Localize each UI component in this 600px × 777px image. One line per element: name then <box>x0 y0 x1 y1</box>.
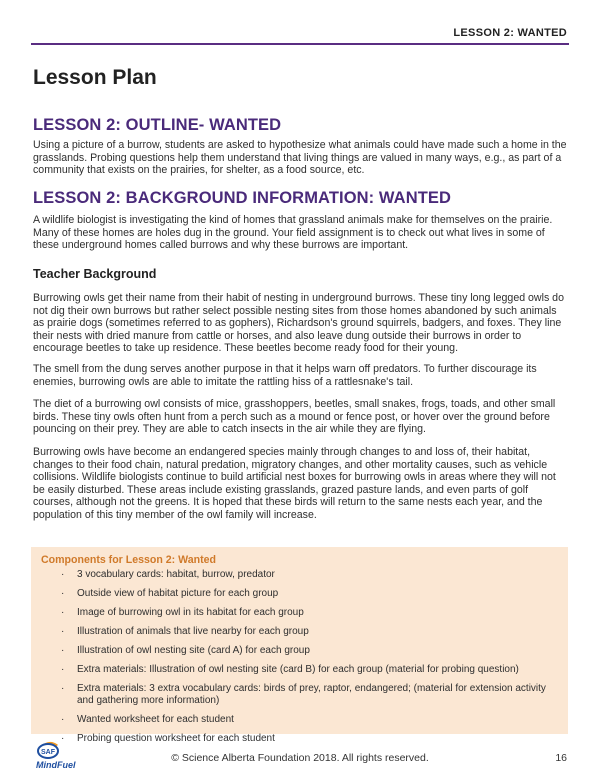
list-item <box>61 607 556 619</box>
outline-heading: LESSON 2: OUTLINE- WANTED <box>33 116 282 134</box>
teacher-background-heading: Teacher Background <box>33 267 157 281</box>
components-list <box>61 569 556 752</box>
bullet-icon: · <box>61 733 65 744</box>
list-item-text: Image of burrowing owl in its habitat for each group <box>77 607 304 618</box>
page-number: 16 <box>555 752 567 764</box>
list-item <box>61 569 556 581</box>
list-item-text: 3 vocabulary cards: habitat, burrow, predator <box>77 569 275 580</box>
mindfuel-logo-text: MindFuel <box>36 760 76 770</box>
teacher-background-paragraph: Burrowing owls get their name from their habit of nesting in underground burrows. These tiny long legged owls do not dig their own burrows but rather select possible nesting sites from those homes abandoned by such animals as prairie dogs (sometimes referred to as gophers), Richardson's ground squirrels, badgers, and foxes. They line their nests with dried manure from cattle or horses, and also leave dung outside their burrows in order to encourage beetles to take up residence. These beetles become ready food for their young. <box>33 292 564 355</box>
components-title: Components for Lesson 2: Wanted <box>41 554 216 566</box>
background-section <box>33 189 570 252</box>
list-item <box>61 626 556 638</box>
teacher-background-paragraph: Burrowing owls have become an endangered species mainly through changes to and loss of, their habitat, changes to their food chain, natural predation, migratory changes, and other mortality causes, such as vehicle collisions. Wildlife biologists continue to build artificial nest boxes for burrowing owls in areas where they will not be easily disturbed. These areas include existing grasslands, grazed pasture lands, and even parts of golf courses, although not the greens. It is hoped that these birds will return to the same nests each year, and the population of this tiny member of the owl family will increase. <box>33 445 556 521</box>
outline-text: Using a picture of a burrow, students are asked to hypothesize what animals could have made such a home in the grasslands. Probing questions help them understand that living things are valued in many ways, e.g., as part of a community that exists on the prairies, for shelter, as a food source, etc. <box>33 139 567 177</box>
list-item-text: Probing question worksheet for each student <box>77 733 275 744</box>
copyright: © Science Alberta Foundation 2018. All rights reserved. <box>171 752 429 764</box>
bullet-icon: · <box>61 607 65 618</box>
list-item-text: Extra materials: 3 extra vocabulary cards: birds of prey, raptor, endangered; (material for extension activity and gathering more information) <box>77 683 546 706</box>
list-item <box>61 714 556 726</box>
list-item-text: Outside view of habitat picture for each group <box>77 588 279 599</box>
outline-section <box>33 116 570 177</box>
bullet-icon: · <box>61 664 65 675</box>
list-item <box>61 664 556 676</box>
bullet-icon: · <box>61 626 65 637</box>
list-item-text: Wanted worksheet for each student <box>77 714 234 725</box>
logo-badge: SAF <box>41 749 55 756</box>
bullet-icon: · <box>61 714 65 725</box>
header-divider <box>31 43 569 45</box>
list-item-text: Illustration of animals that live nearby for each group <box>77 626 309 637</box>
bullet-icon: · <box>61 588 65 599</box>
list-item <box>61 588 556 600</box>
list-item <box>61 683 556 707</box>
list-item <box>61 645 556 657</box>
list-item-text: Illustration of owl nesting site (card A) for each group <box>77 645 310 656</box>
bullet-icon: · <box>61 569 65 580</box>
lesson-label: LESSON 2: WANTED <box>453 27 567 39</box>
teacher-background-paragraph: The smell from the dung serves another purpose in that it helps warn off predators. To further discourage its enemies, burrowing owls are able to imitate the rattling hiss of a rattlesnake's tail. <box>33 362 537 388</box>
background-text: A wildlife biologist is investigating the kind of homes that grassland animals make for themselves on the prairie. Many of these homes are holes dug in the ground. Your field assignment is to check out what lives in some of these underground homes called burrows and why these burrows are important. <box>33 214 553 252</box>
bullet-icon: · <box>61 645 65 656</box>
components-box <box>31 547 568 744</box>
background-heading: LESSON 2: BACKGROUND INFORMATION: WANTED <box>33 189 452 207</box>
teacher-background-section <box>33 267 570 522</box>
bullet-icon: · <box>61 683 65 694</box>
teacher-background-paragraph: The diet of a burrowing owl consists of mice, grasshoppers, beetles, small snakes, frogs, toads, and other small birds. These tiny owls often hunt from a perch such as a mound or fence post, or hover over the ground before pouncing on their prey. They are able to catch insects in the air while they are flying. <box>33 398 556 436</box>
list-item <box>61 733 556 745</box>
page-title: Lesson Plan <box>33 66 157 89</box>
list-item-text: Extra materials: Illustration of owl nesting site (card B) for each group (material for probing question) <box>77 664 519 675</box>
